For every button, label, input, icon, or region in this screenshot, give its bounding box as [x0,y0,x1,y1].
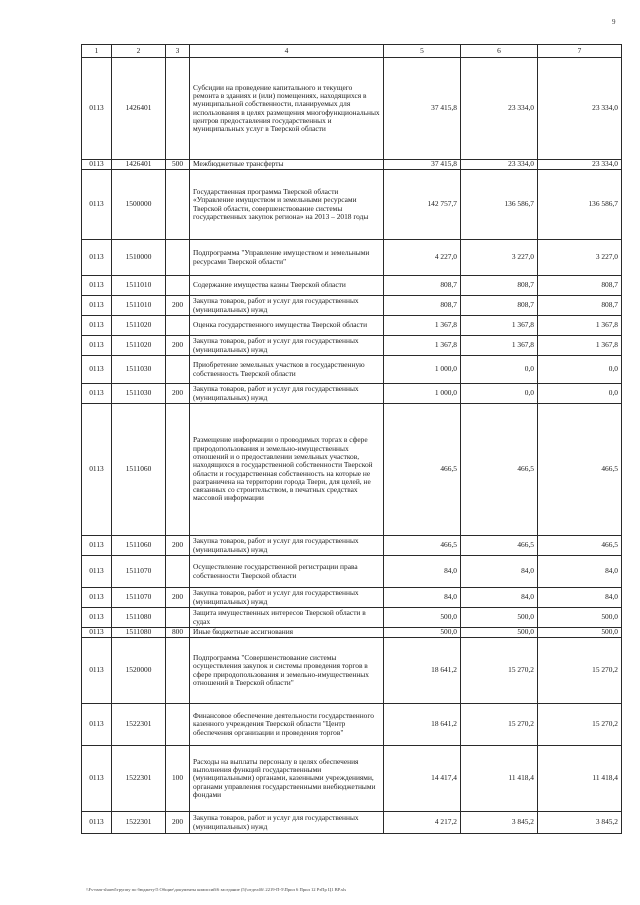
amount-year1-cell: 466,5 [384,536,461,556]
amount-year1-cell: 1 000,0 [384,356,461,384]
amount-year1-cell: 1 000,0 [384,384,461,404]
amount-year1-cell: 808,7 [384,296,461,316]
target-article-cell: 1511020 [112,336,166,356]
amount-year2-cell: 466,5 [461,404,538,536]
amount-year2-cell: 1 367,8 [461,336,538,356]
table-row [82,316,622,336]
section-code-cell: 0113 [82,556,112,588]
amount-year1-cell: 37 415,8 [384,58,461,160]
table-row [82,170,622,240]
header-cell: 6 [461,45,538,58]
header-cell: 3 [166,45,190,58]
section-code-cell: 0113 [82,608,112,628]
section-code-cell: 0113 [82,316,112,336]
section-code-cell: 0113 [82,628,112,638]
expense-type-cell [166,58,190,160]
amount-year2-cell: 466,5 [461,536,538,556]
target-article-cell: 1511020 [112,316,166,336]
table-row [82,608,622,628]
table-row [82,404,622,536]
expense-type-cell [166,638,190,704]
expense-type-cell: 200 [166,336,190,356]
amount-year2-cell: 0,0 [461,384,538,404]
amount-year2-cell: 3 227,0 [461,240,538,276]
item-name-cell: Межбюджетные трансферты [190,160,384,170]
amount-year2-cell: 0,0 [461,356,538,384]
amount-year3-cell: 3 227,0 [538,240,622,276]
section-code-cell: 0113 [82,276,112,296]
item-name-cell: Закупка товаров, работ и услуг для государственных (муниципальных) нужд [190,296,384,316]
target-article-cell: 1426401 [112,58,166,160]
item-name-cell: Закупка товаров, работ и услуг для государственных (муниципальных) нужд [190,588,384,608]
table-row [82,296,622,316]
section-code-cell: 0113 [82,384,112,404]
section-code-cell: 0113 [82,58,112,160]
header-cell: 7 [538,45,622,58]
expense-type-cell: 200 [166,536,190,556]
expense-type-cell [166,316,190,336]
expense-type-cell [166,240,190,276]
item-name-cell: Размещение информации о проводимых торгах в сфере природопользования и земельно-имущественных отношений и о предоставлении земельных участков, находящихся в государственной собственности Тверской области и государственная собственность на которые не разграничена на территории города Твери, для целей, не связанных со строительством, в печатных средствах массовой информации [190,404,384,536]
table-row [82,638,622,704]
target-article-cell: 1522301 [112,704,166,746]
amount-year3-cell: 136 586,7 [538,170,622,240]
amount-year1-cell: 808,7 [384,276,461,296]
item-name-cell: Защита имущественных интересов Тверской области в судах [190,608,384,628]
amount-year1-cell: 1 367,8 [384,316,461,336]
section-code-cell: 0113 [82,296,112,316]
item-name-cell: Финансовое обеспечение деятельности государственного казенного учреждения Тверской области "Центр обеспечения организации и проведения торгов" [190,704,384,746]
target-article-cell: 1511060 [112,536,166,556]
amount-year1-cell: 18 641,2 [384,638,461,704]
table-row [82,628,622,638]
amount-year1-cell: 4 227,0 [384,240,461,276]
target-article-cell: 1426401 [112,160,166,170]
section-code-cell: 0113 [82,638,112,704]
item-name-cell: Закупка товаров, работ и услуг для государственных (муниципальных) нужд [190,812,384,834]
amount-year1-cell: 18 641,2 [384,704,461,746]
target-article-cell: 1511010 [112,296,166,316]
amount-year1-cell: 1 367,8 [384,336,461,356]
table-row [82,746,622,812]
item-name-cell: Закупка товаров, работ и услуг для государственных (муниципальных) нужд [190,384,384,404]
section-code-cell: 0113 [82,336,112,356]
amount-year3-cell: 1 367,8 [538,336,622,356]
section-code-cell: 0113 [82,356,112,384]
amount-year2-cell: 1 367,8 [461,316,538,336]
target-article-cell: 1511060 [112,404,166,536]
target-article-cell: 1522301 [112,746,166,812]
item-name-cell: Оценка государственного имущества Тверской области [190,316,384,336]
target-article-cell: 1511030 [112,384,166,404]
item-name-cell: Государственная программа Тверской области «Управление имуществом и земельными ресурсами Тверской области, совершенствование системы государственных закупок региона» на 2013 – 2018 годы [190,170,384,240]
expense-type-cell [166,608,190,628]
amount-year3-cell: 466,5 [538,404,622,536]
target-article-cell: 1511080 [112,608,166,628]
target-article-cell: 1511070 [112,588,166,608]
target-article-cell: 1510000 [112,240,166,276]
section-code-cell: 0113 [82,404,112,536]
table-row [82,160,622,170]
expense-type-cell: 800 [166,628,190,638]
amount-year3-cell: 500,0 [538,628,622,638]
expense-type-cell [166,276,190,296]
target-article-cell: 1500000 [112,170,166,240]
amount-year2-cell: 808,7 [461,276,538,296]
item-name-cell: Субсидии на проведение капитального и текущего ремонта в зданиях и (или) помещениях, находящихся в муниципальной собственности, планируемых для использования в целях размещения многофункциональных центров предоставления государственных и муниципальных услуг в Тверской области [190,58,384,160]
amount-year3-cell: 84,0 [538,556,622,588]
amount-year1-cell: 37 415,8 [384,160,461,170]
amount-year1-cell: 142 757,7 [384,170,461,240]
expense-type-cell [166,356,190,384]
amount-year2-cell: 84,0 [461,556,538,588]
target-article-cell: 1520000 [112,638,166,704]
expense-type-cell: 200 [166,384,190,404]
section-code-cell: 0113 [82,704,112,746]
amount-year3-cell: 15 270,2 [538,704,622,746]
item-name-cell: Подпрограмма "Совершенствование системы осуществления закупок и системы проведения торгов в сфере природопользования и земельно-имущественных отношений в Тверской области" [190,638,384,704]
amount-year2-cell: 15 270,2 [461,704,538,746]
target-article-cell: 1511010 [112,276,166,296]
table-row [82,356,622,384]
amount-year3-cell: 0,0 [538,384,622,404]
item-name-cell: Расходы на выплаты персоналу в целях обеспечения выполнения функций государственными (муниципальными) органами, казенными учреждениями, органами управления государственными внебюджетными фондами [190,746,384,812]
table-row [82,240,622,276]
item-name-cell: Иные бюджетные ассигнования [190,628,384,638]
item-name-cell: Подпрограмма "Управление имуществом и земельными ресурсами Тверской области" [190,240,384,276]
expense-type-cell: 200 [166,296,190,316]
expense-type-cell [166,404,190,536]
expense-type-cell: 100 [166,746,190,812]
amount-year3-cell: 1 367,8 [538,316,622,336]
amount-year2-cell: 15 270,2 [461,638,538,704]
amount-year3-cell: 808,7 [538,276,622,296]
table-row [82,556,622,588]
budget-table [81,44,622,834]
table-row [82,588,622,608]
amount-year2-cell: 84,0 [461,588,538,608]
section-code-cell: 0113 [82,160,112,170]
amount-year3-cell: 808,7 [538,296,622,316]
expense-type-cell: 200 [166,588,190,608]
table-row [82,58,622,160]
target-article-cell: 1511070 [112,556,166,588]
table-row [82,384,622,404]
section-code-cell: 0113 [82,746,112,812]
amount-year1-cell: 4 217,2 [384,812,461,834]
section-code-cell: 0113 [82,812,112,834]
item-name-cell: Содержание имущества казны Тверской области [190,276,384,296]
amount-year2-cell: 23 334,0 [461,160,538,170]
amount-year2-cell: 808,7 [461,296,538,316]
amount-year1-cell: 466,5 [384,404,461,536]
amount-year2-cell: 500,0 [461,608,538,628]
expense-type-cell: 200 [166,812,190,834]
item-name-cell: Приобретение земельных участков в государственную собственность Тверской области [190,356,384,384]
section-code-cell: 0113 [82,240,112,276]
table-row [82,536,622,556]
target-article-cell: 1511030 [112,356,166,384]
item-name-cell: Закупка товаров, работ и услуг для государственных (муниципальных) нужд [190,536,384,556]
amount-year3-cell: 466,5 [538,536,622,556]
header-cell: 2 [112,45,166,58]
amount-year1-cell: 84,0 [384,556,461,588]
amount-year2-cell: 3 845,2 [461,812,538,834]
amount-year3-cell: 11 418,4 [538,746,622,812]
expense-type-cell [166,704,190,746]
header-cell: 4 [190,45,384,58]
amount-year1-cell: 500,0 [384,608,461,628]
expense-type-cell [166,556,190,588]
section-code-cell: 0113 [82,536,112,556]
amount-year3-cell: 0,0 [538,356,622,384]
amount-year3-cell: 23 334,0 [538,58,622,160]
amount-year2-cell: 136 586,7 [461,170,538,240]
amount-year1-cell: 84,0 [384,588,461,608]
item-name-cell: Осуществление государственной регистрации права собственности Тверской области [190,556,384,588]
table-row [82,336,622,356]
amount-year3-cell: 500,0 [538,608,622,628]
amount-year3-cell: 23 334,0 [538,160,622,170]
section-code-cell: 0113 [82,170,112,240]
amount-year2-cell: 500,0 [461,628,538,638]
header-cell: 1 [82,45,112,58]
item-name-cell: Закупка товаров, работ и услуг для государственных (муниципальных) нужд [190,336,384,356]
file-path-footer: \\Fs-nsm-shared\группу по бюджету\5 Общие\документы комиссий\6 заседание (5)\отдел46\ 2219-П-5\Прил 6 Прил 12 РзПр Ц1 ВР.xls [86,887,347,892]
header-cell: 5 [384,45,461,58]
expense-type-cell: 500 [166,160,190,170]
page-number: 9 [612,18,616,26]
amount-year2-cell: 11 418,4 [461,746,538,812]
target-article-cell: 1522301 [112,812,166,834]
amount-year3-cell: 15 270,2 [538,638,622,704]
amount-year3-cell: 84,0 [538,588,622,608]
table-row [82,812,622,834]
table-row [82,276,622,296]
target-article-cell: 1511080 [112,628,166,638]
table-header-row [82,45,622,58]
amount-year1-cell: 500,0 [384,628,461,638]
section-code-cell: 0113 [82,588,112,608]
amount-year3-cell: 3 845,2 [538,812,622,834]
expense-type-cell [166,170,190,240]
amount-year1-cell: 14 417,4 [384,746,461,812]
amount-year2-cell: 23 334,0 [461,58,538,160]
table-row [82,704,622,746]
